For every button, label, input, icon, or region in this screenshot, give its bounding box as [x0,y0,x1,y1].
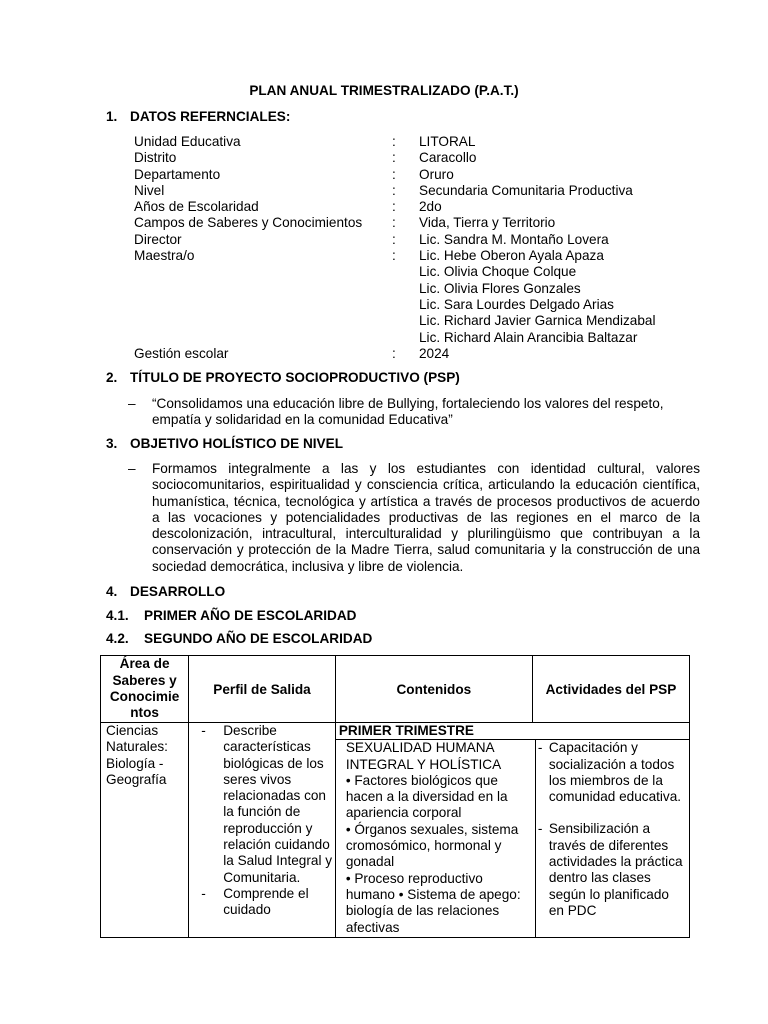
list-item: - Describe características biológicas de los seres vivos relacionadas con la función de reproducción y relación cuidando la Salud Integral y Comunitaria. [201,723,333,885]
teacher-name: Lic. Richard Alain Arancibia Baltazar [419,329,638,345]
section3-heading [106,436,343,451]
table-header-row [101,656,690,723]
trimester-cell [335,723,689,938]
section4-number: 4. [106,584,118,599]
content-item: • Factores biológicos que hacen a la diversidad en la apariencia corporal [345,772,508,821]
psp-title-text: “Consolidamos una educación libre de Bullying, fortaleciendo los valores del respeto, empatía y solidaridad en la comunidad Educativa” [152,396,664,428]
section4-1-number: 4.1. [106,608,129,623]
bullet-dash: – [128,396,136,411]
info-colon: : [392,231,396,247]
section4-1-heading [106,608,356,623]
info-label: Maestra/o [134,248,195,264]
header-perfil: Perfil de Salida [189,656,336,723]
actividades-cell [536,740,689,937]
info-label: Unidad Educativa [134,134,241,149]
info-value: LITORAL [419,134,476,149]
section4-1-title: PRIMER AÑO DE ESCOLARIDAD [144,608,357,623]
section1-heading [106,109,290,124]
teacher-name: Lic. Sara Lourdes Delgado Arias [419,296,614,312]
info-label: Gestión escolar [134,345,229,361]
info-value: Caracollo [419,150,477,166]
info-row [134,264,655,280]
info-colon: : [392,166,396,182]
list-item: - Sensibilización a través de diferentes actividades la práctica dentro las clases según lo planificado en PDC [537,821,683,918]
info-value: Lic. Hebe Oberon Ayala Apaza [419,248,604,264]
info-row [134,215,655,231]
info-value: 2024 [419,345,450,361]
info-row [134,346,655,362]
section2-heading [106,370,460,385]
section3-title: OBJETIVO HOLÍSTICO DE NIVEL [130,436,343,451]
section2-number: 2. [106,370,118,385]
header-area: Área de Saberes y Conocimie ntos [101,656,189,723]
objective-text: Formamos integralmente a las y los estudiantes con identidad cultural, valores sociocomunitarios, espiritualidad y consciencia crítica, articulando la educación científica, humanística, técnica, tecnológica y artística a través de procesos productivos de acuerdo a las vocaciones y potencialidades productivas de las regiones en el marco de la descolonización, intracultural, interculturalidad y plurilingüismo que contribuyan a la conservación y protección de la Madre Tierra, salud comunitaria y la construcción de una sociedad democrática, inclusiva y libre de violencia. [152,461,700,574]
section1-title: DATOS REFERNCIALES: [130,109,291,124]
info-row [134,232,655,248]
section3-number: 3. [106,436,118,451]
section2-title: TÍTULO DE PROYECTO SOCIOPRODUCTIVO (PSP) [130,370,460,385]
info-row [134,150,655,166]
info-row [134,183,655,199]
info-label: Distrito [134,150,177,166]
info-row [134,313,655,329]
trimester-label: PRIMER TRIMESTRE [336,723,689,740]
perfil-cell [189,723,336,938]
info-label: Campos de Saberes y Conocimientos [134,215,363,231]
header-contenidos: Contenidos [335,656,532,723]
info-row [134,281,655,297]
list-item: - Comprende el cuidado [201,885,309,918]
info-colon: : [392,182,396,198]
info-colon: : [392,248,396,264]
info-value: Oruro [419,166,454,182]
info-row [134,134,655,150]
bullet-dash: – [128,461,136,476]
section4-2-title: SEGUNDO AÑO DE ESCOLARIDAD [144,631,373,646]
section4-2-heading [106,631,372,646]
content-item: • Órganos sexuales, sistema cromosómico, hormonal y gonadal [345,821,519,870]
objective-item [128,461,700,575]
info-label: Departamento [134,166,221,182]
curriculum-table [100,655,690,938]
area-cell: Ciencias Naturales: Biología - Geografía [101,723,189,938]
content-item: SEXUALIDAD HUMANA INTEGRAL Y HOLÍSTICA [345,740,502,772]
section1-number: 1. [106,109,118,124]
reference-data-list [134,134,655,362]
info-row [134,297,655,313]
info-label: Nivel [134,182,165,198]
info-row [134,248,655,264]
contenidos-cell [336,740,536,937]
header-actividades: Actividades del PSP [532,656,689,723]
info-value: Secundaria Comunitaria Productiva [419,182,633,198]
info-colon: : [392,215,396,231]
table-row [101,723,690,938]
info-value: Vida, Tierra y Territorio [419,215,556,231]
section4-2-number: 4.2. [106,631,129,646]
teacher-name: Lic. Olivia Flores Gonzales [419,280,581,296]
info-label: Años de Escolaridad [134,199,259,215]
info-label: Director [134,231,182,247]
info-row [134,330,655,346]
document-title: PLAN ANUAL TRIMESTRALIZADO (P.A.T.) [249,83,519,98]
section4-title: DESARROLLO [130,584,226,599]
list-item: - Capacitación y socialización a todos los miembros de la comunidad educativa. [537,740,682,805]
info-colon: : [392,345,396,361]
info-value: 2do [419,199,442,215]
info-row [134,199,655,215]
info-colon: : [392,199,396,215]
info-value: Lic. Sandra M. Montaño Lovera [419,231,609,247]
info-row [134,167,655,183]
section4-heading [106,584,225,599]
content-item: • Proceso reproductivo humano • Sistema de apego: biología de las relaciones afectivas [345,870,521,935]
info-colon: : [392,150,396,166]
teacher-name: Lic. Olivia Choque Colque [419,264,577,280]
teacher-name: Lic. Richard Javier Garnica Mendizabal [419,313,656,329]
psp-title-item [128,396,700,429]
info-colon: : [392,134,396,149]
